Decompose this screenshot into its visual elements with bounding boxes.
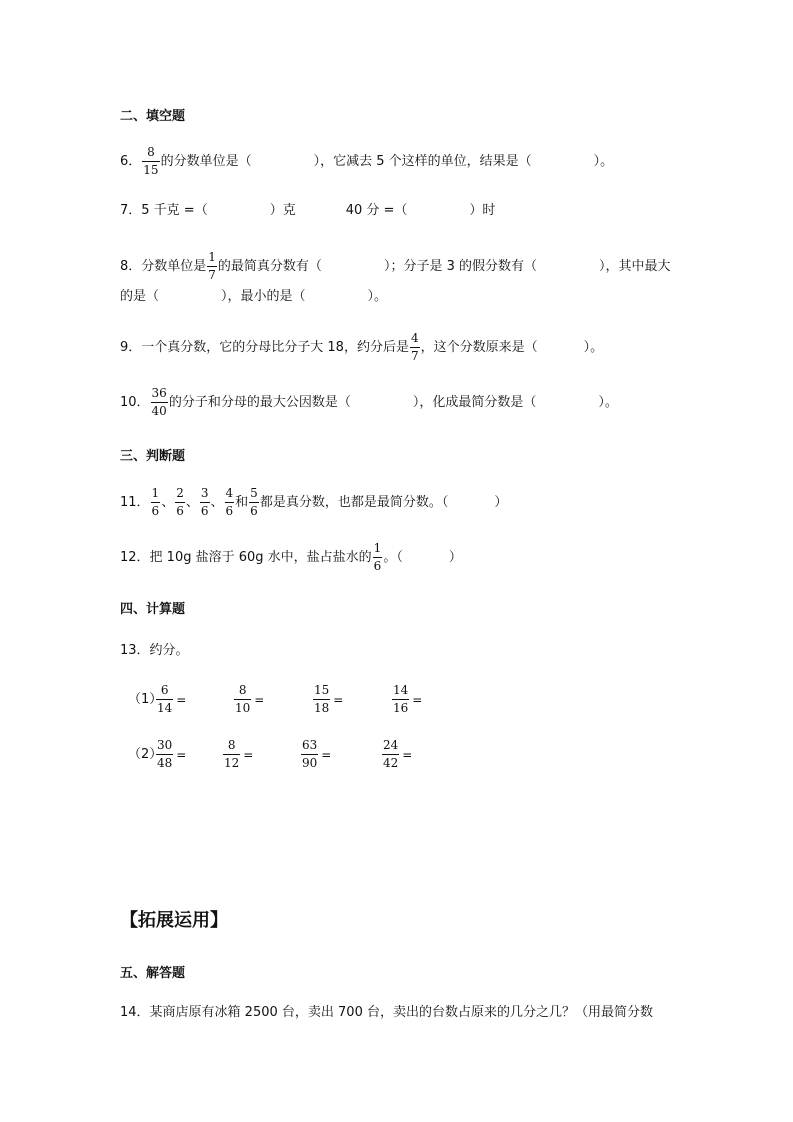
q10-text-1: 的分子和分母的最大公因数是（	[168, 395, 351, 410]
section-true-false: 三、判断题	[120, 449, 186, 464]
q13-row2-item-3	[300, 738, 331, 771]
q7-text-3: 40 分 =（	[345, 203, 408, 218]
q13-row2-label: （2）	[128, 747, 163, 762]
equals-sign: =	[333, 692, 344, 707]
q8-text-1: 的最简真分数有（	[217, 259, 322, 274]
equals-sign: =	[176, 747, 187, 762]
q13-row1-item-1	[155, 683, 186, 716]
r1i2-num: 8	[238, 683, 247, 697]
equals-sign: =	[254, 692, 265, 707]
question-10	[120, 386, 618, 419]
q12-denominator: 6	[373, 559, 382, 573]
q8-text-6: ）。	[367, 289, 388, 304]
q11-sep-3: 、	[210, 495, 224, 510]
question-12	[120, 541, 462, 574]
r1i4-den: 16	[393, 701, 409, 715]
question-9	[120, 331, 603, 364]
question-13-title: 13．约分。	[120, 643, 189, 658]
q11-f2-den: 6	[176, 504, 184, 518]
q11-sep-2: 、	[185, 495, 199, 510]
q9-denominator: 7	[410, 349, 419, 363]
q6-fraction	[142, 145, 159, 178]
q8-fraction	[207, 250, 217, 283]
q11-and: 和	[235, 495, 249, 510]
q11-number: 11．	[120, 495, 150, 510]
q8-text-3: ），其中最大	[598, 259, 671, 274]
question-11	[120, 486, 507, 519]
equals-sign: =	[243, 747, 254, 762]
q9-fraction	[410, 331, 420, 364]
q11-f5-num: 5	[250, 486, 258, 500]
q11-f1-den: 6	[151, 504, 160, 518]
q9-numerator: 4	[410, 331, 419, 345]
equals-sign: =	[412, 692, 423, 707]
q13-row2-item-4	[381, 738, 412, 771]
q11-f3-den: 6	[200, 504, 209, 518]
section-answer: 五、解答题	[120, 966, 186, 981]
r1i1-num: 6	[160, 683, 169, 697]
q13-row1-item-2	[233, 683, 264, 716]
extension-heading: 【拓展运用】	[120, 910, 228, 931]
r2i3-num: 63	[302, 738, 318, 752]
q11-fraction-4	[225, 486, 235, 519]
q12-text-2: 。（	[383, 550, 403, 565]
equals-sign: =	[176, 692, 187, 707]
q8-numerator: 1	[208, 250, 216, 264]
q11-fraction-2	[175, 486, 185, 519]
equals-sign: =	[321, 747, 332, 762]
q10-numerator: 36	[151, 386, 167, 400]
q8-text-4: 的是（	[120, 289, 160, 304]
q11-fraction-1	[151, 486, 161, 519]
q13-row2-item-1	[155, 738, 186, 771]
r2i3-den: 90	[302, 756, 318, 770]
r1i3-den: 18	[314, 701, 330, 715]
q11-f1-num: 1	[151, 486, 160, 500]
q12-text-1: 12．把 10g 盐溶于 60g 水中，盐占盐水的	[120, 550, 372, 565]
q11-text-1: 都是真分数，也都是最简分数。（	[259, 495, 449, 510]
q13-row1-item-3	[312, 683, 343, 716]
question-8-line-2	[120, 289, 387, 305]
q9-text-3: ）。	[583, 340, 604, 355]
q13-row1-item-4	[391, 683, 422, 716]
q11-f3-num: 3	[200, 486, 209, 500]
r2i4-num: 24	[383, 738, 399, 752]
r2i1-num: 30	[157, 738, 173, 752]
q8-text-5: ），最小的是（	[221, 289, 306, 304]
q13-row1-label: （1）	[128, 692, 163, 707]
q6-text-2: ），它减去 5 个这样的单位，结果是（	[313, 154, 532, 169]
q11-text-2: ）	[494, 495, 508, 510]
question-6	[120, 145, 613, 178]
q9-text-2: ，这个分数原来是（	[420, 340, 538, 355]
question-7	[120, 203, 495, 219]
q10-number: 10．	[120, 395, 150, 410]
r2i2-num: 8	[227, 738, 236, 752]
r2i1-den: 48	[157, 756, 173, 770]
question-14: 14．某商店原有冰箱 2500 台，卖出 700 台，卖出的台数占原来的几分之几？（用最简分数	[120, 1005, 653, 1020]
q7-text-4: ）时	[469, 203, 496, 218]
q10-text-2: ），化成最简分数是（	[412, 395, 537, 410]
q11-sep-1: 、	[161, 495, 175, 510]
section-calculation: 四、计算题	[120, 602, 186, 617]
q10-text-3: ）。	[598, 395, 618, 410]
q7-text-2: ）克	[269, 203, 296, 218]
q11-f4-num: 4	[225, 486, 234, 500]
equals-sign: =	[402, 747, 413, 762]
q12-fraction	[373, 541, 383, 574]
q6-denominator: 15	[143, 163, 159, 177]
q8-denominator: 7	[208, 268, 216, 282]
q12-numerator: 1	[373, 541, 382, 555]
q6-number: 6．	[120, 154, 142, 169]
q10-denominator: 40	[151, 404, 167, 418]
q11-fraction-5	[249, 486, 259, 519]
q6-text-3: ）。	[593, 154, 614, 169]
q11-f4-den: 6	[225, 504, 234, 518]
section-fill-blank: 二、填空题	[120, 109, 186, 124]
r1i1-den: 14	[157, 701, 173, 715]
q6-numerator: 8	[147, 145, 155, 159]
q11-f5-den: 6	[250, 504, 258, 518]
q13-row2-item-2	[222, 738, 253, 771]
q8-text-2: ）；分子是 3 的假分数有（	[383, 259, 537, 274]
r2i4-den: 42	[383, 756, 399, 770]
r1i4-num: 14	[393, 683, 409, 697]
r1i2-den: 10	[235, 701, 251, 715]
q11-fraction-3	[200, 486, 210, 519]
r1i3-num: 15	[314, 683, 330, 697]
q9-text-1: 9．一个真分数，它的分母比分子大 18，约分后是	[120, 340, 409, 355]
r2i2-den: 12	[224, 756, 240, 770]
q12-text-3: ）	[448, 550, 462, 565]
q11-f2-num: 2	[176, 486, 184, 500]
q6-text-1: 的分数单位是（	[160, 154, 252, 169]
q7-text-1: 7．5 千克 =（	[120, 203, 208, 218]
q10-fraction	[151, 386, 168, 419]
q8-text-pre: 8．分数单位是	[120, 259, 207, 274]
question-8-line-1	[120, 250, 671, 283]
